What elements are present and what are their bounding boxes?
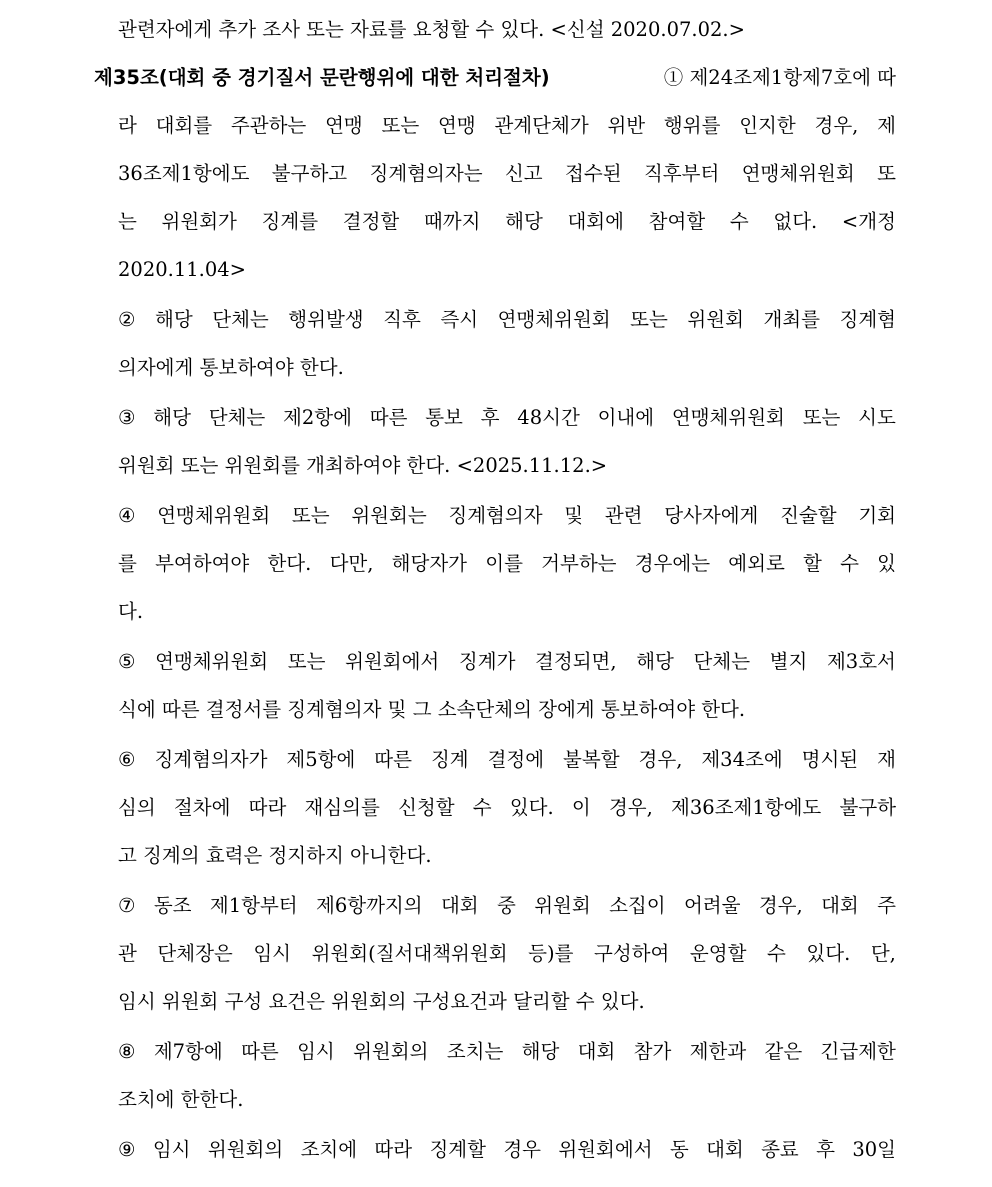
prev-clause-tail: 관련자에게 추가 조사 또는 자료를 요청할 수 있다. <신설 2020.07.02.> <box>118 18 745 41</box>
paragraph-line: ① 제24조제1항제7호에 따 <box>663 66 896 89</box>
paragraph-line: ⑥ 징계혐의자가 제5항에 따른 징계 결정에 불복할 경우, 제34조에 명시된 재 <box>118 748 896 771</box>
paragraph-line: ⑨ 임시 위원회의 조치에 따라 징계할 경우 위원회에서 동 대회 종료 후 30일 <box>118 1138 896 1161</box>
paragraph-line: ② 해당 단체는 행위발생 직후 즉시 연맹체위원회 또는 위원회 개최를 징계혐 <box>118 308 896 331</box>
paragraph-line: 36조제1항에도 불구하고 징계혐의자는 신고 접수된 직후부터 연맹체위원회 또 <box>118 162 896 185</box>
paragraph-line: 는 위원회가 징계를 결정할 때까지 해당 대회에 참여할 수 없다. <개정 <box>118 210 896 233</box>
paragraph-line: 식에 따른 결정서를 징계혐의자 및 그 소속단체의 장에게 통보하여야 한다. <box>118 698 746 721</box>
paragraph-line: 관 단체장은 임시 위원회(질서대책위원회 등)를 구성하여 운영할 수 있다. 단, <box>118 942 896 965</box>
paragraph-line: 심의 절차에 따라 재심의를 신청할 수 있다. 이 경우, 제36조제1항에도 불구하 <box>118 796 896 819</box>
paragraph-line: 조치에 한한다. <box>118 1088 244 1111</box>
article-title: 제35조(대회 중 경기질서 문란행위에 대한 처리절차) <box>94 66 550 89</box>
paragraph-line: ⑧ 제7항에 따른 임시 위원회의 조치는 해당 대회 참가 제한과 같은 긴급제한 <box>118 1040 896 1063</box>
paragraph-line: 를 부여하여야 한다. 다만, 해당자가 이를 거부하는 경우에는 예외로 할 수 있 <box>118 552 896 575</box>
paragraph-line: 2020.11.04> <box>118 258 246 281</box>
paragraph-line: ③ 해당 단체는 제2항에 따른 통보 후 48시간 이내에 연맹체위원회 또는 시도 <box>118 406 896 429</box>
paragraph-line: 의자에게 통보하여야 한다. <box>118 356 344 379</box>
paragraph-line: ⑤ 연맹체위원회 또는 위원회에서 징계가 결정되면, 해당 단체는 별지 제3호서 <box>118 650 896 673</box>
paragraph-line: 임시 위원회 구성 요건은 위원회의 구성요건과 달리할 수 있다. <box>118 990 645 1013</box>
paragraph-line: ④ 연맹체위원회 또는 위원회는 징계혐의자 및 관련 당사자에게 진술할 기회 <box>118 504 896 527</box>
paragraph-line: 라 대회를 주관하는 연맹 또는 연맹 관계단체가 위반 행위를 인지한 경우, 제 <box>118 114 896 137</box>
paragraph-line: 위원회 또는 위원회를 개최하여야 한다. <2025.11.12.> <box>118 454 608 477</box>
article-heading-line <box>94 60 896 96</box>
paragraph-line: 다. <box>118 600 144 623</box>
paragraph-line: 고 징계의 효력은 정지하지 아니한다. <box>118 844 432 867</box>
paragraph-line: ⑦ 동조 제1항부터 제6항까지의 대회 중 위원회 소집이 어려울 경우, 대회 주 <box>118 894 896 917</box>
